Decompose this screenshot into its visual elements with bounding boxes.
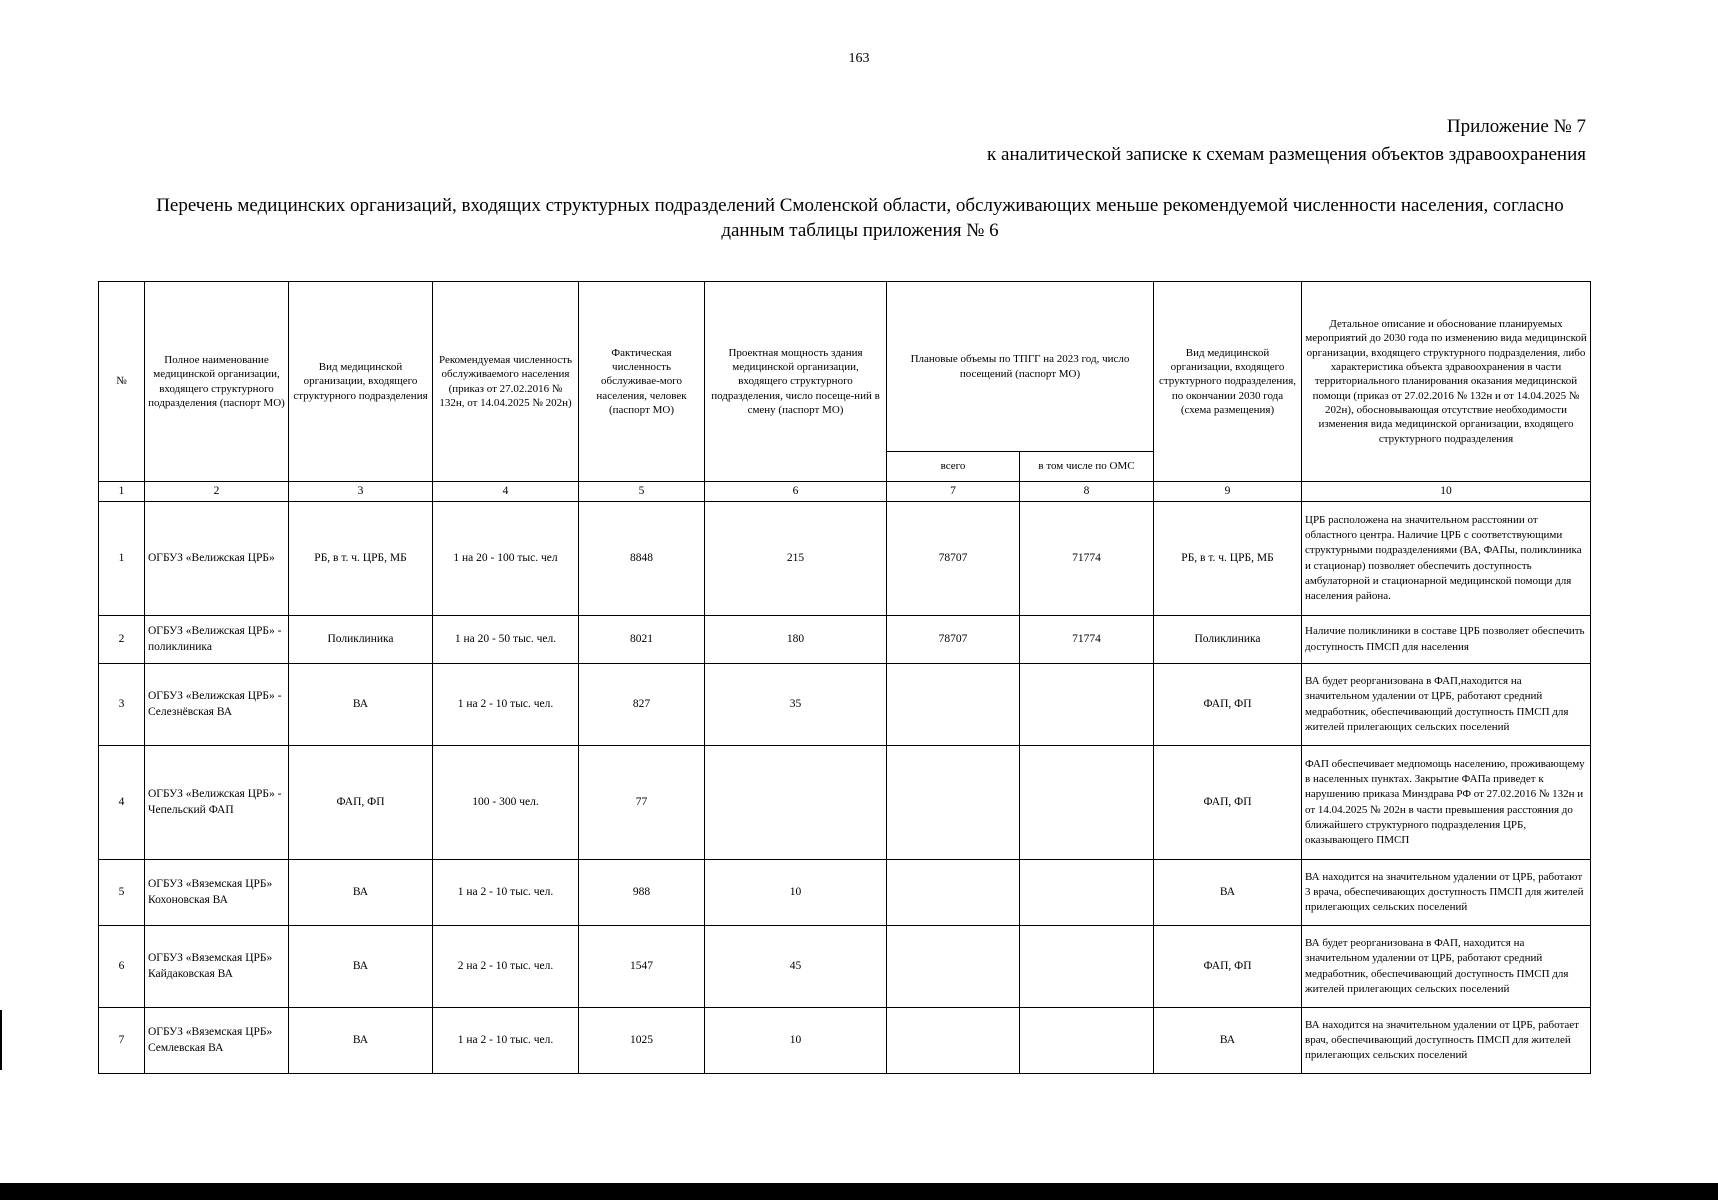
actual-population: 1025: [579, 1008, 705, 1074]
table-row: [99, 746, 1591, 860]
organization-type: ВА: [289, 926, 433, 1008]
table-row: [99, 664, 1591, 746]
description: ФАП обеспечивает медпомощь населению, проживающему в населенных пунктах. Закрытие ФАПа приведет к нарушению приказа Минздрава РФ от 27.02.2016 № 132н и от 14.04.2025 № 202н в части превышения расстояния до ближайшего структурного подразделения ЦРБ, оказывающего ПМСП: [1302, 746, 1591, 860]
header-name: Полное наименование медицинской организации, входящего структурного подразделения (паспорт МО): [145, 282, 289, 482]
document-title-line-2: данным таблицы приложения № 6: [721, 220, 999, 241]
plan-oms: [1020, 1008, 1154, 1074]
medical-organizations-table: [98, 281, 1591, 1074]
column-number: 4: [433, 482, 579, 502]
actual-population: 1547: [579, 926, 705, 1008]
recommended-population: 2 на 2 - 10 тыс. чел.: [433, 926, 579, 1008]
type-2030: ФАП, ФП: [1154, 926, 1302, 1008]
column-numbers-row: [99, 482, 1591, 502]
organization-name: ОГБУЗ «Велижская ЦРБ»: [145, 502, 289, 616]
column-number: 2: [145, 482, 289, 502]
organization-name: ОГБУЗ «Велижская ЦРБ» - поликлиника: [145, 616, 289, 664]
plan-total: [887, 1008, 1020, 1074]
organization-name: ОГБУЗ «Велижская ЦРБ» - Чепельский ФАП: [145, 746, 289, 860]
scan-edge-mark: [0, 1010, 2, 1070]
type-2030: РБ, в т. ч. ЦРБ, МБ: [1154, 502, 1302, 616]
column-number: 10: [1302, 482, 1591, 502]
plan-oms: [1020, 926, 1154, 1008]
appendix-number: Приложение № 7: [1446, 116, 1586, 137]
type-2030: ФАП, ФП: [1154, 746, 1302, 860]
header-plan-oms: в том числе по ОМС: [1020, 452, 1154, 482]
header-type: Вид медицинской организации, входящего структурного подразделения: [289, 282, 433, 482]
header-plan: Плановые объемы по ТПГГ на 2023 год, число посещений (паспорт МО): [887, 282, 1154, 452]
recommended-population: 1 на 2 - 10 тыс. чел.: [433, 1008, 579, 1074]
document-title-line-1: Перечень медицинских организаций, входящих структурных подразделений Смоленской области, обслуживающих меньше рекомендуемой численности населения, согласно: [156, 195, 1564, 216]
table-row: [99, 1008, 1591, 1074]
recommended-population: 100 - 300 чел.: [433, 746, 579, 860]
scan-bottom-border: [0, 1183, 1718, 1200]
table-row: [99, 502, 1591, 616]
actual-population: 8848: [579, 502, 705, 616]
row-num: 2: [99, 616, 145, 664]
recommended-population: 1 на 2 - 10 тыс. чел.: [433, 664, 579, 746]
document-title: [100, 193, 1620, 243]
column-number: 5: [579, 482, 705, 502]
column-number: 7: [887, 482, 1020, 502]
actual-population: 988: [579, 860, 705, 926]
actual-population: 8021: [579, 616, 705, 664]
design-capacity: 45: [705, 926, 887, 1008]
table-row: [99, 926, 1591, 1008]
organization-type: ВА: [289, 1008, 433, 1074]
header-plan-total: всего: [887, 452, 1020, 482]
plan-total: 78707: [887, 616, 1020, 664]
plan-total: [887, 860, 1020, 926]
plan-oms: [1020, 860, 1154, 926]
row-num: 6: [99, 926, 145, 1008]
header-recommended: Рекомендуемая численность обслуживаемого населения (приказ от 27.02.2016 № 132н, от 14.04.2025 № 202н): [433, 282, 579, 482]
type-2030: ФАП, ФП: [1154, 664, 1302, 746]
recommended-population: 1 на 2 - 10 тыс. чел.: [433, 860, 579, 926]
recommended-population: 1 на 20 - 100 тыс. чел: [433, 502, 579, 616]
design-capacity: 215: [705, 502, 887, 616]
description: ВА находится на значительном удалении от ЦРБ, работает врач, обеспечивающий доступность ПМСП для жителей прилегающих сельских поселений: [1302, 1008, 1591, 1074]
organization-type: РБ, в т. ч. ЦРБ, МБ: [289, 502, 433, 616]
plan-oms: 71774: [1020, 502, 1154, 616]
column-number: 9: [1154, 482, 1302, 502]
header-type-2030: Вид медицинской организации, входящего структурного подразделения, по окончании 2030 года (схема размещения): [1154, 282, 1302, 482]
description: ВА будет реорганизована в ФАП,находится на значительном удалении от ЦРБ, работают средний медработник, обеспечивающий доступность ПМСП для жителей прилегающих сельских поселений: [1302, 664, 1591, 746]
recommended-population: 1 на 20 - 50 тыс. чел.: [433, 616, 579, 664]
row-num: 5: [99, 860, 145, 926]
actual-population: 827: [579, 664, 705, 746]
description: Наличие поликлиники в составе ЦРБ позволяет обеспечить доступность ПМСП для населения: [1302, 616, 1591, 664]
appendix-caption: к аналитической записке к схемам размещения объектов здравоохранения: [987, 144, 1586, 165]
column-number: 1: [99, 482, 145, 502]
appendix-heading: [987, 113, 1586, 169]
organization-name: ОГБУЗ «Вяземская ЦРБ» Кохоновская ВА: [145, 860, 289, 926]
row-num: 7: [99, 1008, 145, 1074]
design-capacity: [705, 746, 887, 860]
row-num: 1: [99, 502, 145, 616]
header-num: №: [99, 282, 145, 482]
description: ВА находится на значительном удалении от ЦРБ, работают 3 врача, обеспечивающих доступность ПМСП для жителей прилегающих сельских поселений: [1302, 860, 1591, 926]
row-num: 4: [99, 746, 145, 860]
design-capacity: 10: [705, 860, 887, 926]
description: ЦРБ расположена на значительном расстоянии от областного центра. Наличие ЦРБ с соответствующими структурными подразделениями (ВА, ФАПы, поликлиника и стационар) позволяет обеспечить доступность амбулаторной и стационарной медицинской помощи для населения района.: [1302, 502, 1591, 616]
type-2030: ВА: [1154, 1008, 1302, 1074]
organization-type: ВА: [289, 860, 433, 926]
column-number: 6: [705, 482, 887, 502]
plan-total: 78707: [887, 502, 1020, 616]
column-number: 3: [289, 482, 433, 502]
description: ВА будет реорганизована в ФАП, находится на значительном удалении от ЦРБ, работают средний медработник, обеспечивающий доступность ПМСП для жителей прилегающих сельских поселений: [1302, 926, 1591, 1008]
plan-oms: [1020, 664, 1154, 746]
plan-total: [887, 926, 1020, 1008]
page-number: 163: [848, 51, 870, 66]
header-capacity: Проектная мощность здания медицинской организации, входящего структурного подразделения, число посеще-ний в смену (паспорт МО): [705, 282, 887, 482]
table-row: [99, 616, 1591, 664]
organization-name: ОГБУЗ «Велижская ЦРБ» - Селезнёвская ВА: [145, 664, 289, 746]
header-actual: Фактическая численность обслуживае-мого населения, человек (паспорт МО): [579, 282, 705, 482]
row-num: 3: [99, 664, 145, 746]
plan-total: [887, 664, 1020, 746]
organization-name: ОГБУЗ «Вяземская ЦРБ» Семлевская ВА: [145, 1008, 289, 1074]
organization-name: ОГБУЗ «Вяземская ЦРБ» Кайдаковская ВА: [145, 926, 289, 1008]
plan-total: [887, 746, 1020, 860]
table-row: [99, 860, 1591, 926]
organization-type: ВА: [289, 664, 433, 746]
design-capacity: 10: [705, 1008, 887, 1074]
column-number: 8: [1020, 482, 1154, 502]
header-description: Детальное описание и обоснование планируемых мероприятий до 2030 года по изменению вида медицинской организации, входящего структурного подразделения, либо характеристика объекта здравоохранения в части территориального планирования оказания медицинской помощи (приказ от 27.02.2016 № 132н и от 14.04.2025 № 202н), обосновывающая отсутствие необходимости изменения вида медицинской организации, входящего структурного подразделения: [1302, 282, 1591, 482]
plan-oms: [1020, 746, 1154, 860]
type-2030: Поликлиника: [1154, 616, 1302, 664]
plan-oms: 71774: [1020, 616, 1154, 664]
organization-type: ФАП, ФП: [289, 746, 433, 860]
type-2030: ВА: [1154, 860, 1302, 926]
organization-type: Поликлиника: [289, 616, 433, 664]
design-capacity: 180: [705, 616, 887, 664]
actual-population: 77: [579, 746, 705, 860]
design-capacity: 35: [705, 664, 887, 746]
